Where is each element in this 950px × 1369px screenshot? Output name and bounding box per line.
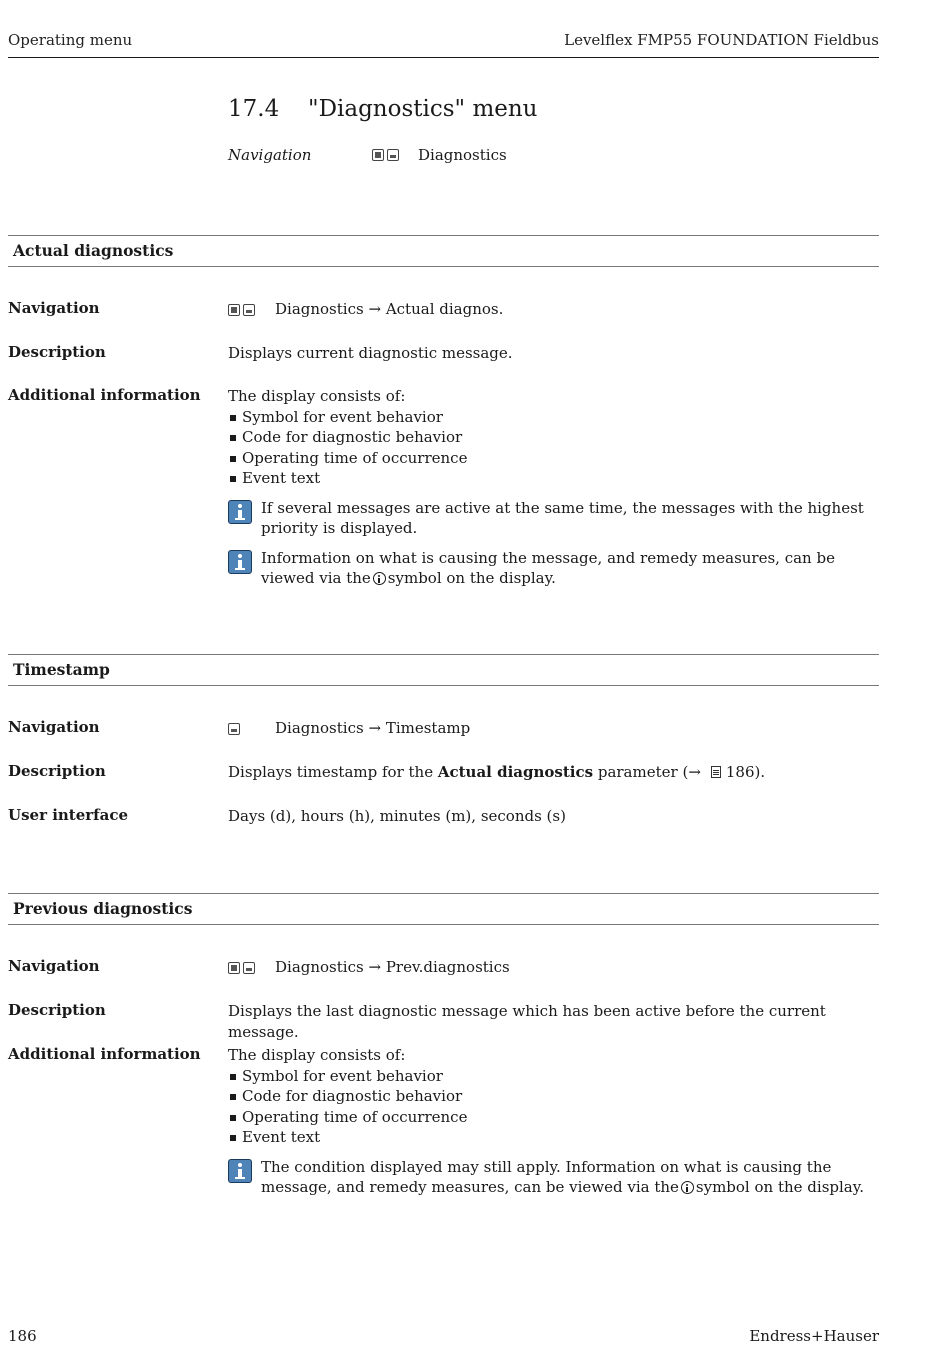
section-title: Actual diagnostics: [13, 241, 174, 260]
nav-path-end: Actual diagnos.: [385, 300, 504, 318]
list-item: Symbol for event behavior: [228, 407, 880, 428]
info-icon: [228, 1159, 252, 1183]
note-text: Information on what is causing the message, and remedy measures, can be viewed via the: [261, 548, 835, 587]
arrow-icon: →: [368, 958, 382, 976]
chapter-nav-label: Navigation: [228, 146, 312, 164]
arrow-icon: →: [368, 719, 382, 737]
footer-brand: Endress+Hauser: [749, 1327, 879, 1345]
chapter-number: 17.4: [228, 96, 280, 122]
row-key: Additional information: [8, 1045, 201, 1063]
running-header-product: Levelflex FMP55 FOUNDATION Fieldbus: [564, 31, 879, 49]
header-rule: [8, 57, 879, 58]
row-value: [228, 1045, 880, 1198]
chapter-title: "Diagnostics" menu: [308, 96, 538, 122]
operating-keys-icons: [228, 719, 275, 740]
arrow-icon: →: [688, 763, 701, 781]
expert-key-icon: [228, 304, 240, 316]
row-key: User interface: [8, 806, 129, 824]
section-header-timestamp: [8, 654, 879, 686]
row-value: [228, 762, 880, 783]
row-key: Description: [8, 1001, 106, 1019]
info-symbol-icon: [373, 572, 386, 585]
row-value: Displays current diagnostic message.: [228, 344, 513, 362]
note-text-end: symbol on the display.: [695, 1178, 864, 1196]
row-key: Navigation: [8, 299, 100, 317]
display-intro: The display consists of:: [228, 1046, 406, 1064]
list-item: Code for diagnostic behavior: [228, 427, 880, 448]
row-value: Days (d), hours (h), minutes (m), seconds (s): [228, 807, 566, 825]
page-reference[interactable]: 186).: [725, 763, 766, 781]
arrow-icon: →: [368, 300, 382, 318]
info-note: [228, 498, 880, 539]
note-text: If several messages are active at the same time, the messages with the highest priority is displayed.: [261, 498, 864, 537]
row-key: Description: [8, 762, 106, 780]
expert-key-icon: [228, 962, 240, 974]
display-key-icon: [387, 149, 399, 161]
parameter-link[interactable]: Actual diagnostics: [437, 763, 594, 781]
list-item: Symbol for event behavior: [228, 1066, 880, 1087]
row-key: Additional information: [8, 386, 201, 404]
section-header-actual-diagnostics: [8, 235, 879, 267]
nav-path-start: Diagnostics: [275, 958, 364, 976]
nav-path-start: Diagnostics: [275, 300, 364, 318]
info-symbol-icon: [681, 1181, 694, 1194]
bullet-list: [228, 407, 880, 489]
operating-keys-icons: [372, 146, 418, 164]
operating-keys-icons: [228, 958, 275, 979]
note-text: The condition displayed may still apply. Information on what is causing the message, and remedy measures, can be viewed via the: [261, 1157, 832, 1196]
bullet-list: [228, 1066, 880, 1148]
expert-key-icon: [372, 149, 384, 161]
row-key: Description: [8, 343, 106, 361]
display-key-icon: [228, 723, 240, 735]
section-header-previous-diagnostics: [8, 893, 879, 925]
row-value: [228, 299, 880, 320]
display-key-icon: [243, 304, 255, 316]
chapter-nav-path: Diagnostics: [418, 146, 507, 164]
display-intro: The display consists of:: [228, 387, 406, 405]
row-value: [228, 386, 880, 589]
page-reference-icon: [711, 766, 721, 778]
section-title: Timestamp: [13, 660, 110, 679]
list-item: Code for diagnostic behavior: [228, 1086, 880, 1107]
list-item: Operating time of occurrence: [228, 448, 880, 469]
nav-path-end: Timestamp: [385, 719, 471, 737]
section-title: Previous diagnostics: [13, 899, 193, 918]
row-key: Navigation: [8, 718, 100, 736]
chapter-navigation: [228, 146, 507, 164]
note-text-end: symbol on the display.: [387, 569, 556, 587]
nav-path-end: Prev.diagnostics: [385, 958, 510, 976]
row-key: Navigation: [8, 957, 100, 975]
list-item: Event text: [228, 468, 880, 489]
display-key-icon: [243, 962, 255, 974]
running-header-section: Operating menu: [8, 31, 133, 49]
list-item: Event text: [228, 1127, 880, 1148]
page-number: 186: [8, 1327, 37, 1345]
desc-text: Displays timestamp for the: [228, 763, 434, 781]
desc-text: parameter (: [597, 763, 689, 781]
info-icon: [228, 500, 252, 524]
nav-path-start: Diagnostics: [275, 719, 364, 737]
info-note: [228, 548, 880, 589]
info-note: [228, 1157, 880, 1198]
row-value: [228, 957, 880, 978]
chapter-heading: [228, 96, 538, 122]
list-item: Operating time of occurrence: [228, 1107, 880, 1128]
operating-keys-icons: [228, 300, 275, 321]
info-icon: [228, 550, 252, 574]
row-value: Displays the last diagnostic message which has been active before the current message.: [228, 1002, 826, 1041]
row-value: [228, 718, 880, 739]
